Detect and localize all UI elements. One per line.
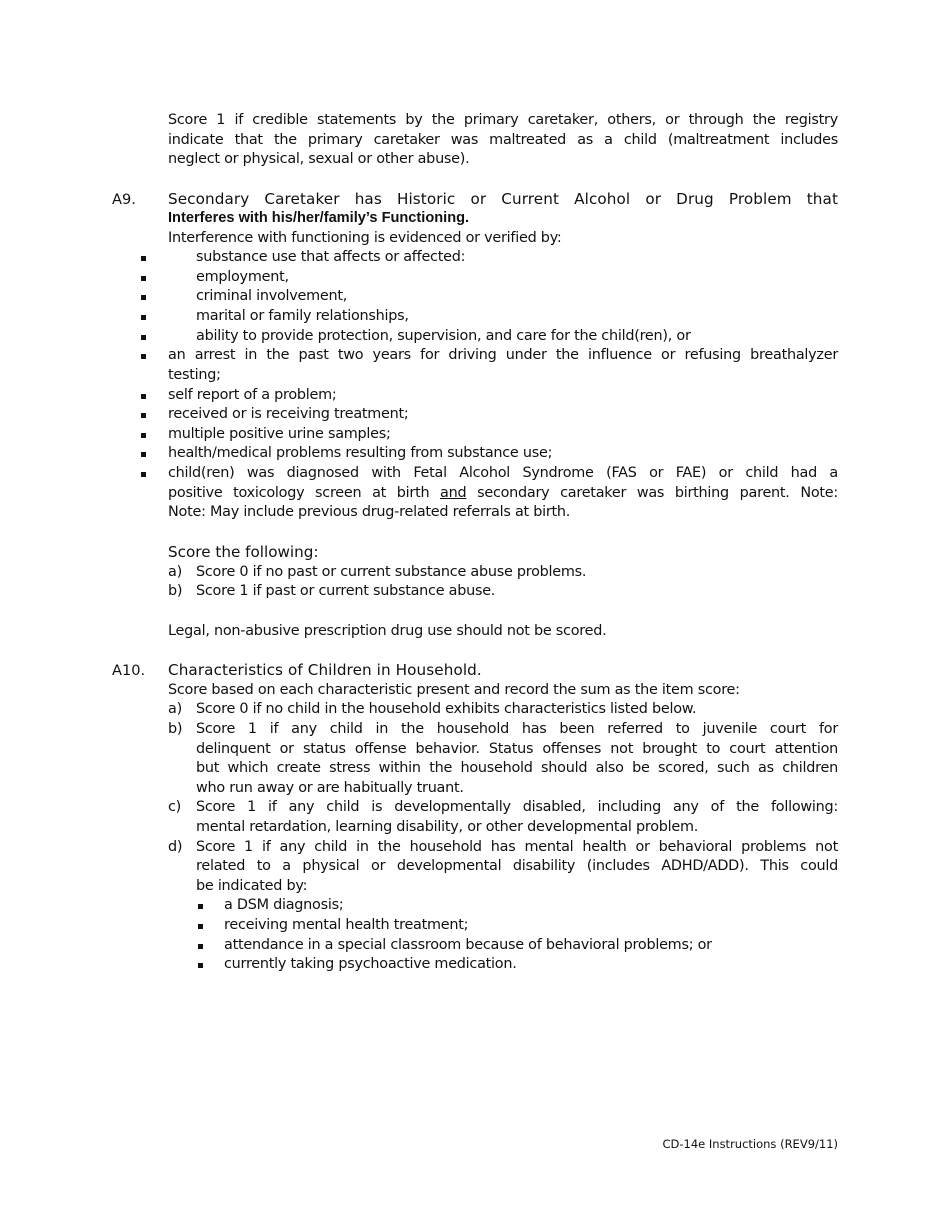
bullet-icon [141, 287, 146, 307]
a9-lead: Interference with functioning is evidenced or verified by: [168, 230, 562, 246]
a9-fas-line-3: Note: May include previous drug-related referrals at birth. [168, 504, 571, 520]
a9-fas-line-2 [168, 484, 838, 504]
a9-score-b: Score 1 if past or current substance abuse. [196, 583, 496, 599]
a10-d-item-3: attendance in a special classroom because of behavioral problems; or [224, 937, 712, 953]
a9-score-heading: Score the following: [168, 543, 319, 561]
bullet-icon [141, 346, 146, 366]
a9-sub-item-5: ability to provide protection, supervision, and care for the child(ren), or [196, 328, 691, 344]
a9-sub-item-4: marital or family relationships, [196, 308, 409, 324]
a10-d-item-2: receiving mental health treatment; [224, 917, 469, 933]
a10-b-line-4: who run away or are habitually truant. [196, 780, 464, 796]
bullet-icon [141, 405, 146, 425]
intro-line-3: neglect or physical, sexual or other abuse). [168, 151, 470, 167]
a9-arrest-line-1: an arrest in the past two years for driving under the influence or refusing breathalyzer [168, 347, 838, 363]
bullet-icon [141, 248, 146, 268]
a10-d-line-1: Score 1 if any child in the household has mental health or behavioral problems not [196, 839, 838, 855]
bullet-icon [198, 955, 203, 975]
bullet-icon [198, 896, 203, 916]
a9-item-1: self report of a problem; [168, 387, 337, 403]
bullet-icon [141, 464, 146, 484]
a10-d-item-4: currently taking psychoactive medication. [224, 956, 517, 972]
a10-c-label: c) [168, 799, 182, 815]
page-footer: CD-14e Instructions (REV9/11) [662, 1137, 838, 1151]
intro-line-2: indicate that the primary caretaker was maltreated as a child (maltreatment includes [168, 132, 838, 148]
a9-fas-underlined-and: and [440, 485, 467, 501]
bullet-icon [198, 936, 203, 956]
a9-arrest-line-2: testing; [168, 367, 221, 383]
a9-item-3: multiple positive urine samples; [168, 426, 391, 442]
a10-d-item-1: a DSM diagnosis; [224, 897, 344, 913]
a9-title-line-2: Interferes with his/her/family’s Functioning. [168, 210, 470, 226]
a9-score-b-label: b) [168, 583, 183, 599]
a9-sub-item-1: substance use that affects or affected: [196, 249, 466, 265]
a10-b-line-3: but which create stress within the household should also be scored, such as children [196, 760, 838, 776]
a10-c-line-1: Score 1 if any child is developmentally disabled, including any of the following: [196, 799, 838, 815]
bullet-icon [141, 444, 146, 464]
a10-b-line-1: Score 1 if any child in the household has been referred to juvenile court for [196, 721, 838, 737]
a10-b-line-2: delinquent or status offense behavior. Status offenses not brought to court attention [196, 741, 838, 757]
a9-title-line-1: Secondary Caretaker has Historic or Current Alcohol or Drug Problem that [168, 190, 838, 208]
bullet-icon [141, 268, 146, 288]
a10-a-label: a) [168, 701, 182, 717]
a10-a: Score 0 if no child in the household exhibits characteristics listed below. [196, 701, 697, 717]
a9-score-a: Score 0 if no past or current substance abuse problems. [196, 564, 587, 580]
a9-fas-line-1: child(ren) was diagnosed with Fetal Alcohol Syndrome (FAS or FAE) or child had a [168, 465, 838, 481]
a10-b-label: b) [168, 721, 183, 737]
a9-fas-line-2a: positive toxicology screen at birth [168, 485, 430, 501]
a9-sub-item-2: employment, [196, 269, 289, 285]
a9-item-2: received or is receiving treatment; [168, 406, 409, 422]
bullet-icon [141, 386, 146, 406]
bullet-icon [141, 425, 146, 445]
section-number-a9: A9. [112, 191, 136, 208]
a9-item-4: health/medical problems resulting from substance use; [168, 445, 553, 461]
a10-title: Characteristics of Children in Household. [168, 661, 482, 679]
intro-line-1: Score 1 if credible statements by the primary caretaker, others, or through the registry [168, 112, 838, 128]
bullet-icon [141, 307, 146, 327]
a10-lead: Score based on each characteristic present and record the sum as the item score: [168, 682, 740, 698]
bullet-icon [198, 916, 203, 936]
a10-d-line-3: be indicated by: [196, 878, 308, 894]
a9-sub-item-3: criminal involvement, [196, 288, 348, 304]
a9-score-a-label: a) [168, 564, 182, 580]
a9-fas-line-2c: secondary caretaker was birthing parent. Note: [477, 485, 839, 501]
bullet-icon [141, 327, 146, 347]
a10-c-line-2: mental retardation, learning disability, or other developmental problem. [196, 819, 699, 835]
a10-d-line-2: related to a physical or developmental disability (includes ADHD/ADD). This could [196, 858, 838, 874]
a10-d-label: d) [168, 839, 183, 855]
section-number-a10: A10. [112, 662, 146, 679]
a9-legal-note: Legal, non-abusive prescription drug use should not be scored. [168, 623, 607, 639]
